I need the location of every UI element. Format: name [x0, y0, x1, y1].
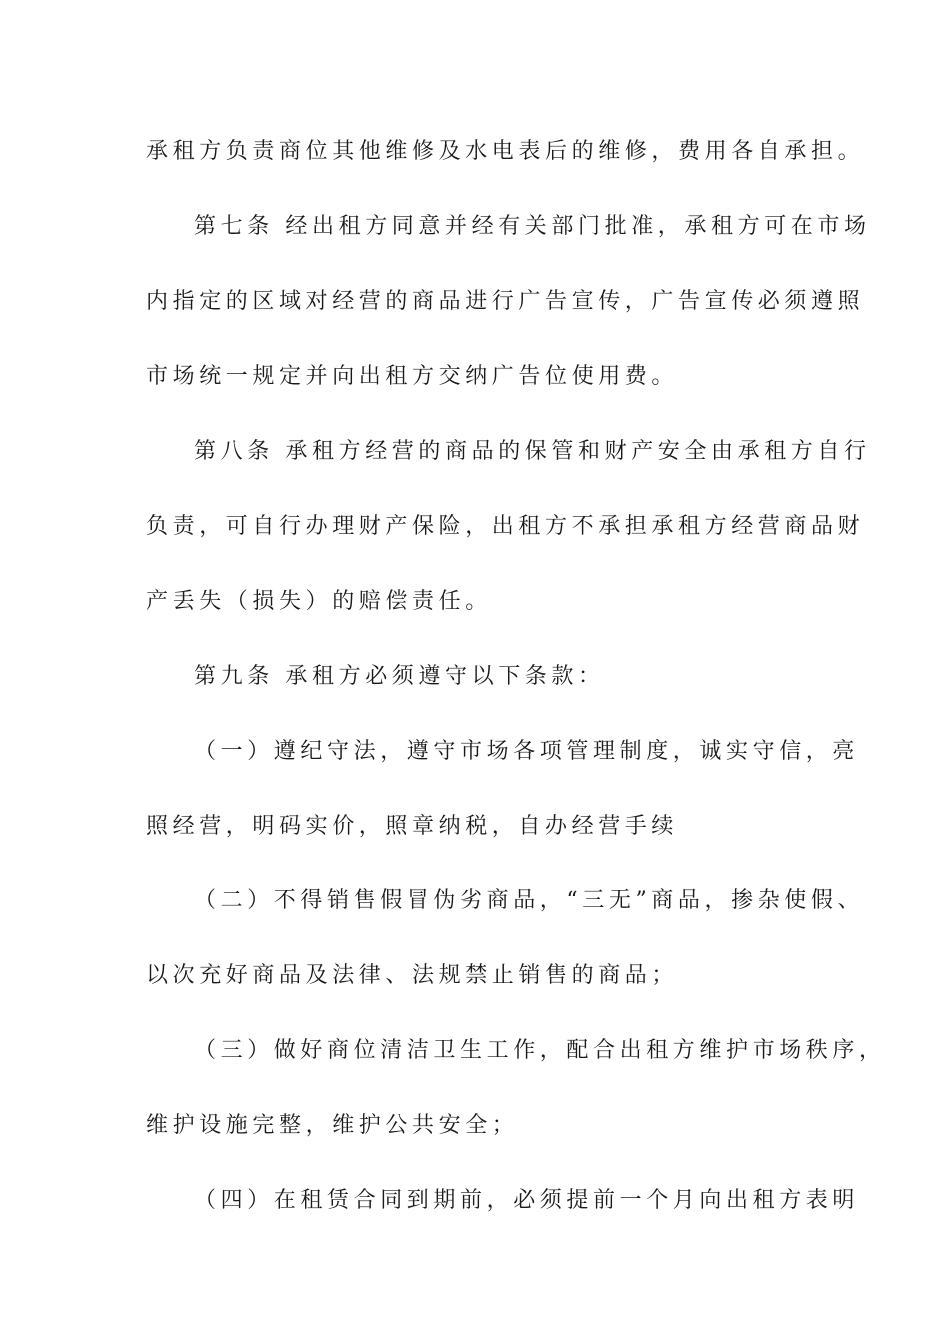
clause-3-line: （三）做好商位清洁卫生工作，配合出租方维护市场秩序， — [194, 1038, 886, 1063]
clause-1-line: （一）遵纪守法，遵守市场各项管理制度，诚实守信，亮 — [194, 739, 860, 764]
text-line: 负责，可自行办理财产保险，出租方不承担承租方经营商品财 — [146, 514, 865, 539]
text-line: 承租方负责商位其他维修及水电表后的维修，费用各自承担。 — [146, 139, 865, 164]
text-line: 市场统一规定并向出租方交纳广告位使用费。 — [146, 364, 679, 389]
text-line: 维护设施完整，维护公共安全； — [146, 1113, 519, 1138]
article-8-line: 第八条 承租方经营的商品的保管和财产安全由承租方自行 — [194, 439, 871, 464]
text-line: 内指定的区域对经营的商品进行广告宣传，广告宣传必须遵照 — [146, 289, 865, 314]
article-9-line: 第九条 承租方必须遵守以下条款： — [194, 664, 605, 689]
text-line: 产丢失（损失）的赔偿责任。 — [146, 589, 492, 614]
clause-2-line: （二）不得销售假冒伪劣商品，“三无”商品，掺杂使假、 — [194, 888, 865, 913]
text-line: 以次充好商品及法律、法规禁止销售的商品； — [146, 963, 679, 988]
clause-4-line: （四）在租赁合同到期前，必须提前一个月向出租方表明 — [194, 1188, 860, 1213]
text-line: 照经营，明码实价，照章纳税，自办经营手续 — [146, 814, 679, 839]
article-7-line: 第七条 经出租方同意并经有关部门批准，承租方可在市场 — [194, 214, 871, 239]
